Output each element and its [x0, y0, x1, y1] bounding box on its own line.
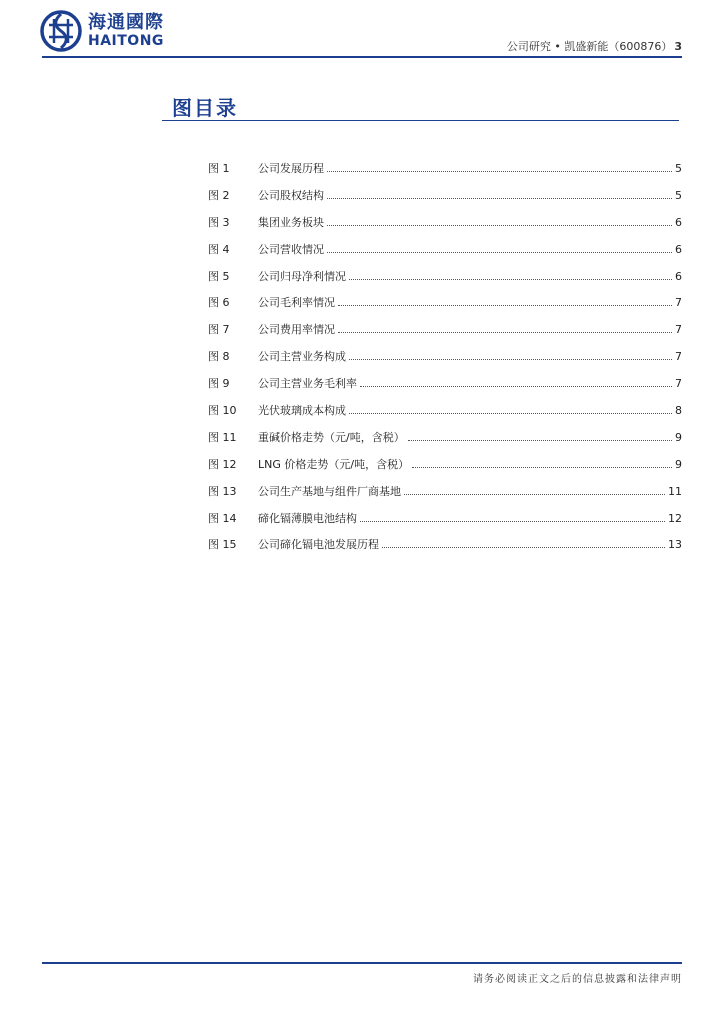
toc-entry-leader-dots [360, 386, 672, 387]
toc-entry-label: 公司生产基地与组件厂商基地 [258, 484, 401, 498]
toc-entry-label: 公司股权结构 [258, 188, 324, 202]
toc-title: 图目录 [172, 96, 238, 120]
toc-entry-number: 图 11 [208, 430, 237, 444]
toc-entry-leader-dots [327, 198, 672, 199]
toc-entry-number: 图 12 [208, 457, 237, 471]
toc-entry-leader-dots [349, 359, 672, 360]
brand-name-cn: 海通國際 [88, 12, 164, 33]
toc-entry[interactable] [208, 241, 682, 268]
toc-entry-page: 9 [675, 457, 682, 471]
toc-entry-page: 5 [675, 162, 682, 175]
toc-entry[interactable] [208, 160, 682, 187]
toc-entry-number: 图 13 [208, 484, 237, 498]
toc-entry-leader-dots [349, 279, 672, 280]
toc-entry-label: 公司碲化镉电池发展历程 [258, 538, 379, 552]
toc-entry-leader-dots [327, 252, 672, 253]
toc-entry[interactable] [208, 214, 682, 241]
toc-entry-leader-dots [382, 547, 665, 548]
toc-entry-number: 图 6 [208, 296, 230, 310]
toc-entry-number: 图 15 [208, 538, 237, 552]
toc-entry-page: 7 [675, 350, 682, 364]
toc-entry-leader-dots [360, 521, 665, 522]
toc-entry-number: 图 2 [208, 188, 230, 202]
toc-entry-number: 图 8 [208, 350, 230, 364]
toc-entry[interactable] [208, 348, 682, 375]
toc-entry[interactable] [208, 268, 682, 295]
toc-entry[interactable] [208, 456, 682, 483]
toc-title-divider [162, 120, 679, 121]
toc-entry[interactable] [208, 429, 682, 456]
toc-entry-label: 集团业务板块 [258, 215, 324, 229]
header-divider [42, 56, 682, 58]
brand-name-en: HAITONG [88, 33, 164, 49]
toc-entry-page: 7 [675, 323, 682, 337]
toc-entry-page: 12 [668, 511, 682, 525]
toc-entry-page: 9 [675, 430, 682, 444]
toc-entry-number: 图 10 [208, 404, 237, 418]
toc-entry-label: 重碱价格走势（元/吨，含税） [258, 430, 405, 444]
toc-entry-label: 公司营收情况 [258, 242, 324, 256]
toc-entry-label: 碲化镉薄膜电池结构 [258, 511, 357, 525]
report-reference [507, 38, 682, 54]
toc-entry-number: 图 14 [208, 511, 237, 525]
report-ref-text: 公司研究 • 凯盛新能（600876） [506, 40, 673, 53]
haitong-logo [40, 10, 164, 52]
toc-entry-label: LNG 价格走势（元/吨，含税） [258, 457, 410, 471]
toc-entry[interactable] [208, 483, 682, 510]
toc-entry-page: 6 [675, 269, 682, 283]
toc-entry[interactable] [208, 536, 682, 563]
toc-entry-page: 8 [675, 404, 682, 418]
toc-entry[interactable] [208, 402, 682, 429]
toc-entry-label: 公司主营业务构成 [258, 350, 346, 364]
toc-entry-page: 6 [675, 242, 682, 256]
toc-entry-number: 图 4 [208, 242, 230, 256]
toc-entry-leader-dots [327, 225, 672, 226]
toc-entry-label: 公司归母净利情况 [258, 269, 346, 283]
toc-entry-label: 光伏玻璃成本构成 [258, 404, 346, 418]
toc-entry-page: 5 [675, 188, 682, 202]
toc-entry-leader-dots [408, 440, 672, 441]
toc-entry-page: 11 [668, 484, 682, 498]
toc-entry[interactable] [208, 510, 682, 537]
toc-entry-leader-dots [412, 467, 672, 468]
toc-entry[interactable] [208, 187, 682, 214]
toc-entry[interactable] [208, 294, 682, 321]
figure-list [208, 160, 682, 563]
toc-entry-number: 图 9 [208, 377, 230, 391]
toc-entry-label: 公司毛利率情况 [258, 296, 335, 310]
toc-entry[interactable] [208, 375, 682, 402]
toc-entry-label: 公司费用率情况 [258, 323, 335, 337]
toc-entry[interactable] [208, 321, 682, 348]
toc-entry-page: 7 [675, 377, 682, 391]
toc-entry-leader-dots [404, 494, 665, 495]
toc-entry-leader-dots [327, 171, 672, 172]
toc-entry-label: 公司发展历程 [258, 162, 324, 175]
toc-entry-number: 图 7 [208, 323, 230, 337]
footer-divider [42, 962, 682, 964]
toc-entry-leader-dots [349, 413, 672, 414]
toc-entry-number: 图 3 [208, 215, 230, 229]
toc-entry-page: 13 [668, 538, 682, 552]
toc-entry-number: 图 5 [208, 269, 230, 283]
toc-entry-number: 图 1 [208, 162, 230, 175]
toc-entry-leader-dots [338, 332, 672, 333]
haitong-logo-icon [40, 10, 82, 52]
footer-disclaimer: 请务必阅读正文之后的信息披露和法律声明 [473, 974, 682, 985]
toc-entry-page: 6 [675, 215, 682, 229]
toc-entry-label: 公司主营业务毛利率 [258, 377, 357, 391]
toc-entry-page: 7 [675, 296, 682, 310]
toc-entry-leader-dots [338, 305, 672, 306]
page-number: 3 [674, 40, 682, 53]
